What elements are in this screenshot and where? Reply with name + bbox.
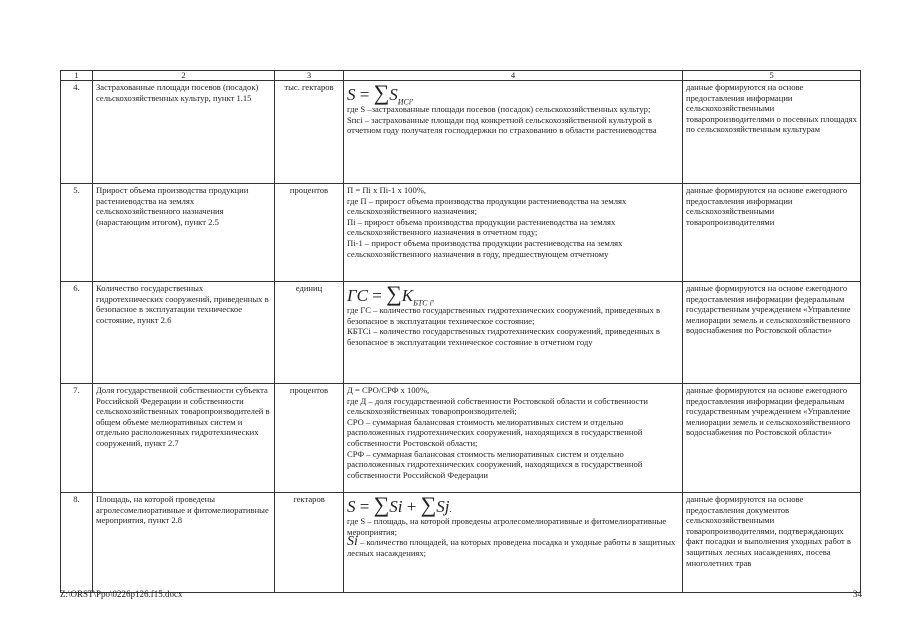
table-row — [61, 384, 861, 493]
description-line — [347, 534, 679, 558]
unit-cell: процентов — [275, 184, 344, 282]
si-description: – количество площадей, на которых проведена посадка и уходные работы в защитных лесных насаждениях; — [347, 537, 676, 558]
formula: ГС = $\sum К_{БТС i}$, — [347, 281, 435, 308]
description-line: П = Пi x Пi-1 x 100%, — [347, 185, 427, 195]
formula: $S = \sum S_{ИСi}$, — [347, 80, 414, 107]
table-row — [61, 493, 861, 593]
indicator-name: Доля государственной собственности субъекта Российской Федерации и собственности сельскохозяйственных товаропроизводителей в общем объеме мелиоративных систем и отдельно расположенных гидротехнических сооружений, пункт 2.7 — [93, 384, 275, 493]
calculation-cell — [344, 81, 683, 184]
table-row — [61, 81, 861, 184]
file-path-footer: Z:\ORST\Ppo\0226p126.f15.docx — [60, 589, 183, 599]
unit-cell: единиц — [275, 282, 344, 384]
data-source: данные формируются на основе предоставления информации сельскохозяйственными товаропроизводителями о посевных площадях по сельскохозяйственным культурам — [683, 81, 861, 184]
unit-cell: тыс. гектаров — [275, 81, 344, 184]
calculation-cell — [344, 282, 683, 384]
header-cell: 5 — [683, 71, 861, 81]
indicators-table — [60, 70, 861, 593]
row-number: 5. — [61, 184, 93, 282]
page-number: 34 — [853, 589, 862, 599]
row-number: 8. — [61, 493, 93, 593]
unit-cell: гектаров — [275, 493, 344, 593]
description-line: КБТСi – количество государственных гидротехнических сооружений, приведенных в безопасное в эксплуатации техническое состояние в отчетном году — [347, 326, 660, 347]
row-number: 6. — [61, 282, 93, 384]
table-row — [61, 282, 861, 384]
indicator-name: Застрахованные площади посевов (посадок) сельскохозяйственных культур, пункт 1.15 — [93, 81, 275, 184]
table-row — [61, 184, 861, 282]
indicator-name: Количество государственных гидротехнических сооружений, приведенных в безопасное в эксплуатации техническое состояние, пункт 2.6 — [93, 282, 275, 384]
data-source: данные формируются на основе ежегодного предоставления информации федеральным государственным учреждением «Управление мелиорации земель и сельскохозяйственного водоснабжения по Ростовской области» — [683, 384, 861, 493]
data-source: данные формируются на основе ежегодного предоставления информации сельскохозяйственными товаропроизводителями — [683, 184, 861, 282]
indicator-name: Прирост объема производства продукции растениеводства на землях сельскохозяйственного назначения (нарастающим итогом), пункт 2.5 — [93, 184, 275, 282]
calculation-cell — [344, 184, 683, 282]
table-header-row — [61, 71, 861, 81]
description-line: СРФ – суммарная балансовая стоимость мелиоративных систем и отдельно расположенных гидротехнических сооружений, находящихся в государственной собственности Российской Федерации — [347, 448, 643, 480]
calculation-cell — [344, 384, 683, 493]
description-line: где S – площадь, на которой проведены агролесомелиоративные и фитомелиоративные мероприятия; — [347, 516, 667, 537]
description-line: Sпсi – застрахованные площади под конкретной сельскохозяйственной культурой в отчетном году получателя господдержки по страхованию в области растениеводства — [347, 114, 657, 136]
si-symbol: Si — [347, 534, 358, 550]
row-number: 7. — [61, 384, 93, 493]
row-number: 4. — [61, 81, 93, 184]
description-line: где П – прирост объема производства продукции растениеводства на землях сельскохозяйственного назначения; — [347, 195, 627, 217]
header-cell: 4 — [344, 71, 683, 81]
description-line: Д = СРО/СРФ x 100%, — [347, 385, 430, 395]
description-line: где S –застрахованные площади посевов (посадок) сельскохозяйственных культур; — [347, 104, 651, 114]
header-cell: 1 — [61, 71, 93, 81]
data-source: данные формируются на основе предоставления документов сельскохозяйственными товаропроизводителями, подтверждающих факт посадки и выполнения уходных работ в защитных лесных насаждениях, посева многолетних трав — [683, 493, 861, 593]
calculation-cell — [344, 493, 683, 593]
description-line: где Д – доля государственной собственности Ростовской области и собственности сельскохозяйственных товаропроизводителей; — [347, 395, 648, 417]
unit-cell: процентов — [275, 384, 344, 493]
formula: S = ∑Si + ∑Sj. — [347, 492, 452, 517]
description-line: СРО – суммарная балансовая стоимость мелиоративных систем и отдельно расположенных гидротехнических сооружений, находящихся в государственной собственности Ростовской области; — [347, 416, 643, 448]
data-source: данные формируются на основе ежегодного предоставления информации федеральным государственным учреждением «Управление мелиорации земель и сельскохозяйственного водоснабжения по Ростовской области» — [683, 282, 861, 384]
description-line: где ГС – количество государственных гидротехнических сооружений, приведенных в безопасное в эксплуатации техническое состояние; — [347, 305, 661, 326]
header-cell: 2 — [93, 71, 275, 81]
header-cell: 3 — [275, 71, 344, 81]
description-line: Пi – прирост объема производства продукции растениеводства на землях сельскохозяйственного назначения в отчетном году; — [347, 216, 616, 238]
description-line: Пi-1 – прирост объема производства продукции растениеводства на землях сельскохозяйственного назначения в году, предшествующем отчетному — [347, 237, 623, 259]
indicator-name: Площадь, на которой проведены агролесомелиоративные и фитомелиоративные мероприятия, пункт 2.8 — [93, 493, 275, 593]
